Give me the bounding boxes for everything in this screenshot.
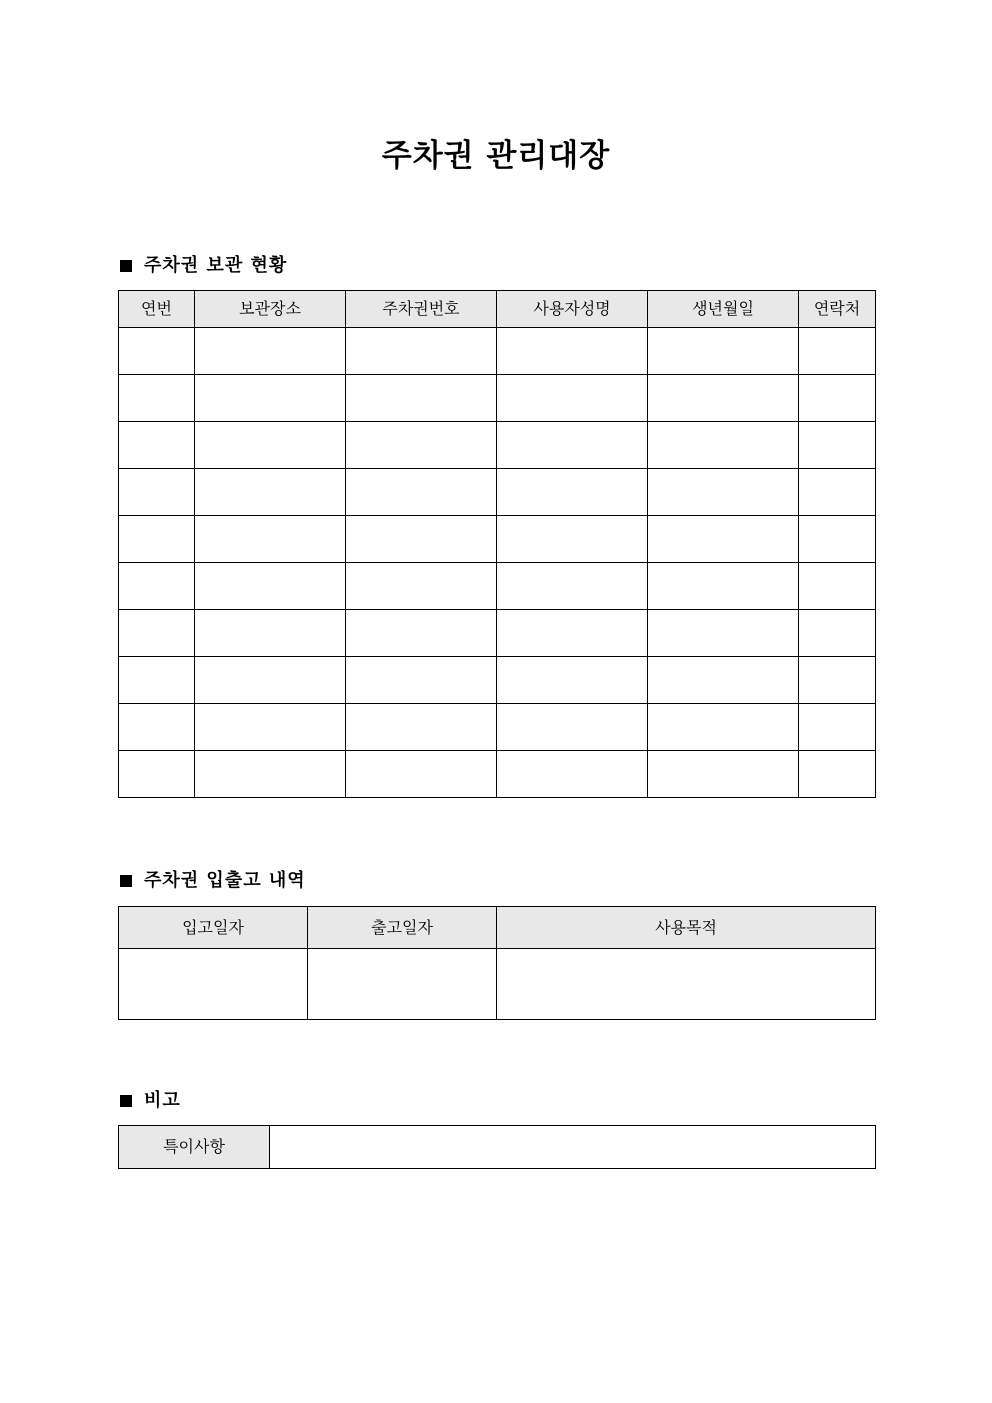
table-cell[interactable] — [308, 949, 497, 1020]
remarks-value-cell[interactable] — [270, 1126, 876, 1169]
column-header-purpose: 사용목적 — [497, 907, 876, 949]
table-cell[interactable] — [497, 704, 648, 751]
table-cell[interactable] — [799, 610, 876, 657]
column-header-out-date: 출고일자 — [308, 907, 497, 949]
table-cell[interactable] — [119, 469, 195, 516]
table-cell[interactable] — [497, 657, 648, 704]
table-cell[interactable] — [497, 751, 648, 798]
table-row — [119, 328, 876, 375]
table-cell[interactable] — [346, 704, 497, 751]
table-cell[interactable] — [799, 657, 876, 704]
table-cell[interactable] — [346, 328, 497, 375]
table-cell[interactable] — [648, 422, 799, 469]
table-cell[interactable] — [119, 375, 195, 422]
table-cell[interactable] — [346, 657, 497, 704]
table-cell[interactable] — [119, 949, 308, 1020]
column-header-ticket-number: 주차권번호 — [346, 291, 497, 328]
table-cell[interactable] — [648, 328, 799, 375]
table-cell[interactable] — [497, 516, 648, 563]
table-cell[interactable] — [648, 704, 799, 751]
column-header-birthdate: 생년월일 — [648, 291, 799, 328]
table-cell[interactable] — [648, 657, 799, 704]
table-cell[interactable] — [346, 751, 497, 798]
section-heading-inout — [119, 869, 306, 893]
table-cell[interactable] — [799, 328, 876, 375]
table-cell[interactable] — [497, 375, 648, 422]
table-cell[interactable] — [799, 563, 876, 610]
table-cell[interactable] — [648, 563, 799, 610]
page-title: 주차권 관리대장 — [381, 138, 611, 174]
column-header-location: 보관장소 — [195, 291, 346, 328]
table-header-row — [119, 291, 876, 328]
table-cell[interactable] — [119, 751, 195, 798]
table-cell[interactable] — [497, 610, 648, 657]
table-cell[interactable] — [119, 610, 195, 657]
column-header-in-date: 입고일자 — [119, 907, 308, 949]
table-cell[interactable] — [799, 516, 876, 563]
table-row — [119, 469, 876, 516]
remarks-label: 특이사항 — [119, 1126, 270, 1169]
column-header-user-name: 사용자성명 — [497, 291, 648, 328]
table-cell[interactable] — [195, 657, 346, 704]
table-cell[interactable] — [195, 563, 346, 610]
table-cell[interactable] — [497, 469, 648, 516]
table-cell[interactable] — [195, 516, 346, 563]
table-row — [119, 516, 876, 563]
square-bullet-icon — [120, 875, 132, 887]
table-row — [119, 704, 876, 751]
table-row — [119, 375, 876, 422]
section-heading-label: 비고 — [144, 1090, 181, 1111]
table-cell[interactable] — [119, 422, 195, 469]
table-cell[interactable] — [799, 375, 876, 422]
table-cell[interactable] — [119, 516, 195, 563]
square-bullet-icon — [120, 260, 132, 272]
table-cell[interactable] — [119, 328, 195, 375]
table-cell[interactable] — [346, 469, 497, 516]
table-cell[interactable] — [799, 751, 876, 798]
table-cell[interactable] — [648, 610, 799, 657]
table-cell[interactable] — [497, 328, 648, 375]
table-cell[interactable] — [346, 422, 497, 469]
table-cell[interactable] — [799, 704, 876, 751]
table-cell[interactable] — [497, 949, 876, 1020]
table-row — [119, 657, 876, 704]
table-cell[interactable] — [497, 563, 648, 610]
column-header-serial: 연번 — [119, 291, 195, 328]
table-row — [119, 1126, 876, 1169]
inout-table — [118, 906, 876, 1020]
square-bullet-icon — [120, 1095, 132, 1107]
remarks-table — [118, 1125, 876, 1169]
table-row — [119, 949, 876, 1020]
table-cell[interactable] — [346, 375, 497, 422]
section-heading-label: 주차권 보관 현황 — [144, 255, 288, 276]
table-cell[interactable] — [346, 516, 497, 563]
section-heading-storage — [119, 254, 287, 278]
table-cell[interactable] — [119, 657, 195, 704]
table-cell[interactable] — [195, 469, 346, 516]
table-header-row — [119, 907, 876, 949]
storage-table-body — [119, 328, 876, 798]
storage-table — [118, 290, 876, 798]
table-cell[interactable] — [119, 563, 195, 610]
table-cell[interactable] — [346, 610, 497, 657]
table-cell[interactable] — [195, 704, 346, 751]
table-cell[interactable] — [195, 375, 346, 422]
table-row — [119, 422, 876, 469]
table-row — [119, 610, 876, 657]
table-cell[interactable] — [195, 751, 346, 798]
table-cell[interactable] — [648, 375, 799, 422]
table-cell[interactable] — [195, 328, 346, 375]
column-header-contact: 연락처 — [799, 291, 876, 328]
inout-table-body — [119, 949, 876, 1020]
table-cell[interactable] — [648, 751, 799, 798]
section-heading-label: 주차권 입출고 내역 — [144, 870, 306, 891]
table-cell[interactable] — [195, 610, 346, 657]
table-cell[interactable] — [648, 469, 799, 516]
table-cell[interactable] — [119, 704, 195, 751]
table-cell[interactable] — [799, 469, 876, 516]
table-cell[interactable] — [799, 422, 876, 469]
table-row — [119, 563, 876, 610]
table-row — [119, 751, 876, 798]
table-cell[interactable] — [195, 422, 346, 469]
table-cell[interactable] — [346, 563, 497, 610]
section-heading-remarks — [119, 1089, 181, 1113]
table-cell[interactable] — [497, 422, 648, 469]
table-cell[interactable] — [648, 516, 799, 563]
